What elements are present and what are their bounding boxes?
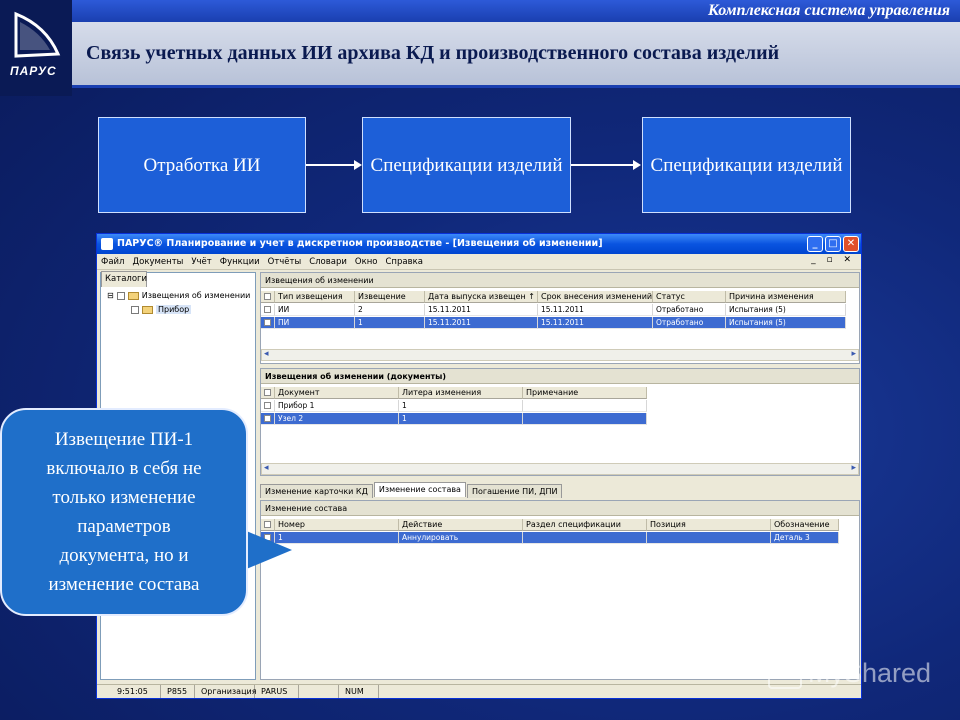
table-row[interactable] <box>261 400 647 412</box>
menu-bar <box>97 254 861 270</box>
table-row-selected[interactable] <box>261 532 839 544</box>
row-checkbox[interactable] <box>261 400 275 412</box>
callout-tail <box>244 530 292 570</box>
cell: Испытания (5) <box>726 317 846 329</box>
app-icon <box>101 238 113 250</box>
cell <box>647 532 771 544</box>
menu-reports[interactable]: Отчёты <box>267 256 302 267</box>
cell: Отработано <box>653 304 726 316</box>
callout-line: включало в себя не <box>46 458 202 479</box>
menu-documents[interactable]: Документы <box>132 256 184 267</box>
grid-header <box>261 291 846 303</box>
cell: 15.11.2011 <box>538 304 653 316</box>
callout-line: только изменение <box>52 487 196 508</box>
cell: 1 <box>355 317 425 329</box>
col-header[interactable]: Извещение <box>355 291 425 303</box>
logo-text: ПАРУС <box>10 64 57 78</box>
menu-dictionaries[interactable]: Словари <box>309 256 347 267</box>
status-num: NUM <box>339 685 379 698</box>
check-column[interactable] <box>261 387 275 399</box>
col-header[interactable]: Документ <box>275 387 399 399</box>
col-header[interactable]: Действие <box>399 519 523 531</box>
maximize-button[interactable]: □ <box>825 236 841 252</box>
menu-file[interactable]: Файл <box>101 256 125 267</box>
menu-accounting[interactable]: Учёт <box>191 256 212 267</box>
col-header[interactable]: Дата выпуска извещен ↑ <box>425 291 538 303</box>
notices-grid-panel <box>260 272 860 364</box>
tab-pi-repayment[interactable]: Погашение ПИ, ДПИ <box>467 484 563 498</box>
callout-line: параметров <box>77 516 171 537</box>
status-org-value: PARUS <box>255 685 299 698</box>
menu-functions[interactable]: Функции <box>219 256 260 267</box>
cell: ИИ <box>275 304 355 316</box>
mdi-controls[interactable]: _ ▫ ✕ <box>811 255 855 265</box>
cell: 15.11.2011 <box>425 304 538 316</box>
callout-bubble <box>0 408 248 616</box>
callout-line: Извещение ПИ-1 <box>54 429 194 450</box>
section-header: Извещения об изменении (документы) <box>261 369 859 384</box>
status-bar <box>97 684 861 698</box>
tab-composition-change[interactable]: Изменение состава <box>374 482 466 497</box>
tree-label: Извещения об изменении <box>141 291 251 300</box>
brand-tagline: Комплексная система управления <box>707 2 950 19</box>
callout-line: изменение состава <box>48 574 200 595</box>
cell <box>523 413 647 425</box>
cell: 1 <box>275 532 399 544</box>
cell: Деталь 3 <box>771 532 839 544</box>
flow-step-3: Спецификации изделий <box>642 117 851 213</box>
row-checkbox[interactable] <box>261 317 275 329</box>
col-header[interactable]: Срок внесения изменений <box>538 291 653 303</box>
section-header: Извещения об изменении <box>261 273 859 288</box>
section-header: Изменение состава <box>261 501 859 516</box>
col-header[interactable]: Статус <box>653 291 726 303</box>
cell: Прибор 1 <box>275 400 399 412</box>
cell <box>523 400 647 412</box>
cell: 2 <box>355 304 425 316</box>
check-column[interactable] <box>261 291 275 303</box>
folder-icon <box>142 306 153 314</box>
cell <box>523 532 647 544</box>
flow-step-1: Отработка ИИ <box>98 117 306 213</box>
col-header[interactable]: Позиция <box>647 519 771 531</box>
flow-step-2: Спецификации изделий <box>362 117 571 213</box>
detail-tabs <box>260 484 563 498</box>
col-header[interactable]: Литера изменения <box>399 387 523 399</box>
tree-label: Прибор <box>158 305 190 314</box>
cell: 1 <box>399 400 523 412</box>
expand-icon[interactable]: ⊟ <box>107 291 114 300</box>
status-time: 9:51:05 <box>97 685 161 698</box>
row-checkbox[interactable] <box>261 413 275 425</box>
watermark <box>768 658 931 689</box>
cell: Отработано <box>653 317 726 329</box>
presentation-icon <box>768 659 802 689</box>
composition-grid-panel <box>260 500 860 680</box>
flow-arrow-2 <box>571 164 635 166</box>
window-title: ПАРУС® Планирование и учет в дискретном производстве - [Извещения об изменении] <box>117 238 603 249</box>
table-row[interactable] <box>261 304 846 316</box>
row-checkbox[interactable] <box>261 304 275 316</box>
cell: 1 <box>399 413 523 425</box>
status-empty <box>299 685 339 698</box>
col-header[interactable]: Номер <box>275 519 399 531</box>
horizontal-scrollbar[interactable] <box>261 349 859 361</box>
col-header[interactable]: Примечание <box>523 387 647 399</box>
tree-node-device[interactable] <box>131 305 191 314</box>
status-org-label: Организация <box>195 685 255 698</box>
cell: Испытания (5) <box>726 304 846 316</box>
col-header[interactable]: Раздел спецификации <box>523 519 647 531</box>
grid-header <box>261 387 647 399</box>
window-title-bar <box>97 234 861 254</box>
callout-line: документа, но и <box>59 545 189 566</box>
horizontal-scrollbar[interactable] <box>261 463 859 475</box>
menu-window[interactable]: Окно <box>354 256 378 267</box>
checkbox[interactable] <box>117 292 125 300</box>
tab-kd-card-change[interactable]: Изменение карточки КД <box>260 484 373 498</box>
col-header[interactable]: Причина изменения <box>726 291 846 303</box>
cell: Аннулировать <box>399 532 523 544</box>
sail-logo-icon <box>6 6 66 64</box>
title-band <box>72 22 960 88</box>
close-button[interactable]: ✕ <box>843 236 859 252</box>
flow-arrow-1 <box>306 164 356 166</box>
logo <box>0 0 72 96</box>
menu-help[interactable]: Справка <box>385 256 423 267</box>
table-row-selected[interactable] <box>261 317 846 329</box>
cell: Узел 2 <box>275 413 399 425</box>
checkbox[interactable] <box>131 306 139 314</box>
grid-header <box>261 519 839 531</box>
watermark-text: MyShared <box>808 658 932 688</box>
page-title: Связь учетных данных ИИ архива КД и производственного состава изделий <box>86 42 780 64</box>
status-user: P855 <box>161 685 195 698</box>
cell: ПИ <box>275 317 355 329</box>
folder-icon <box>128 292 139 300</box>
tab-catalogs[interactable]: Каталоги <box>101 271 147 287</box>
cell: 15.11.2011 <box>425 317 538 329</box>
col-header[interactable]: Обозначение <box>771 519 839 531</box>
table-row-selected[interactable] <box>261 413 647 425</box>
top-bar <box>72 0 960 22</box>
minimize-button[interactable]: _ <box>807 236 823 252</box>
cell: 15.11.2011 <box>538 317 653 329</box>
documents-grid-panel <box>260 368 860 476</box>
col-header[interactable]: Тип извещения <box>275 291 355 303</box>
tree-node-notices[interactable] <box>107 291 250 300</box>
